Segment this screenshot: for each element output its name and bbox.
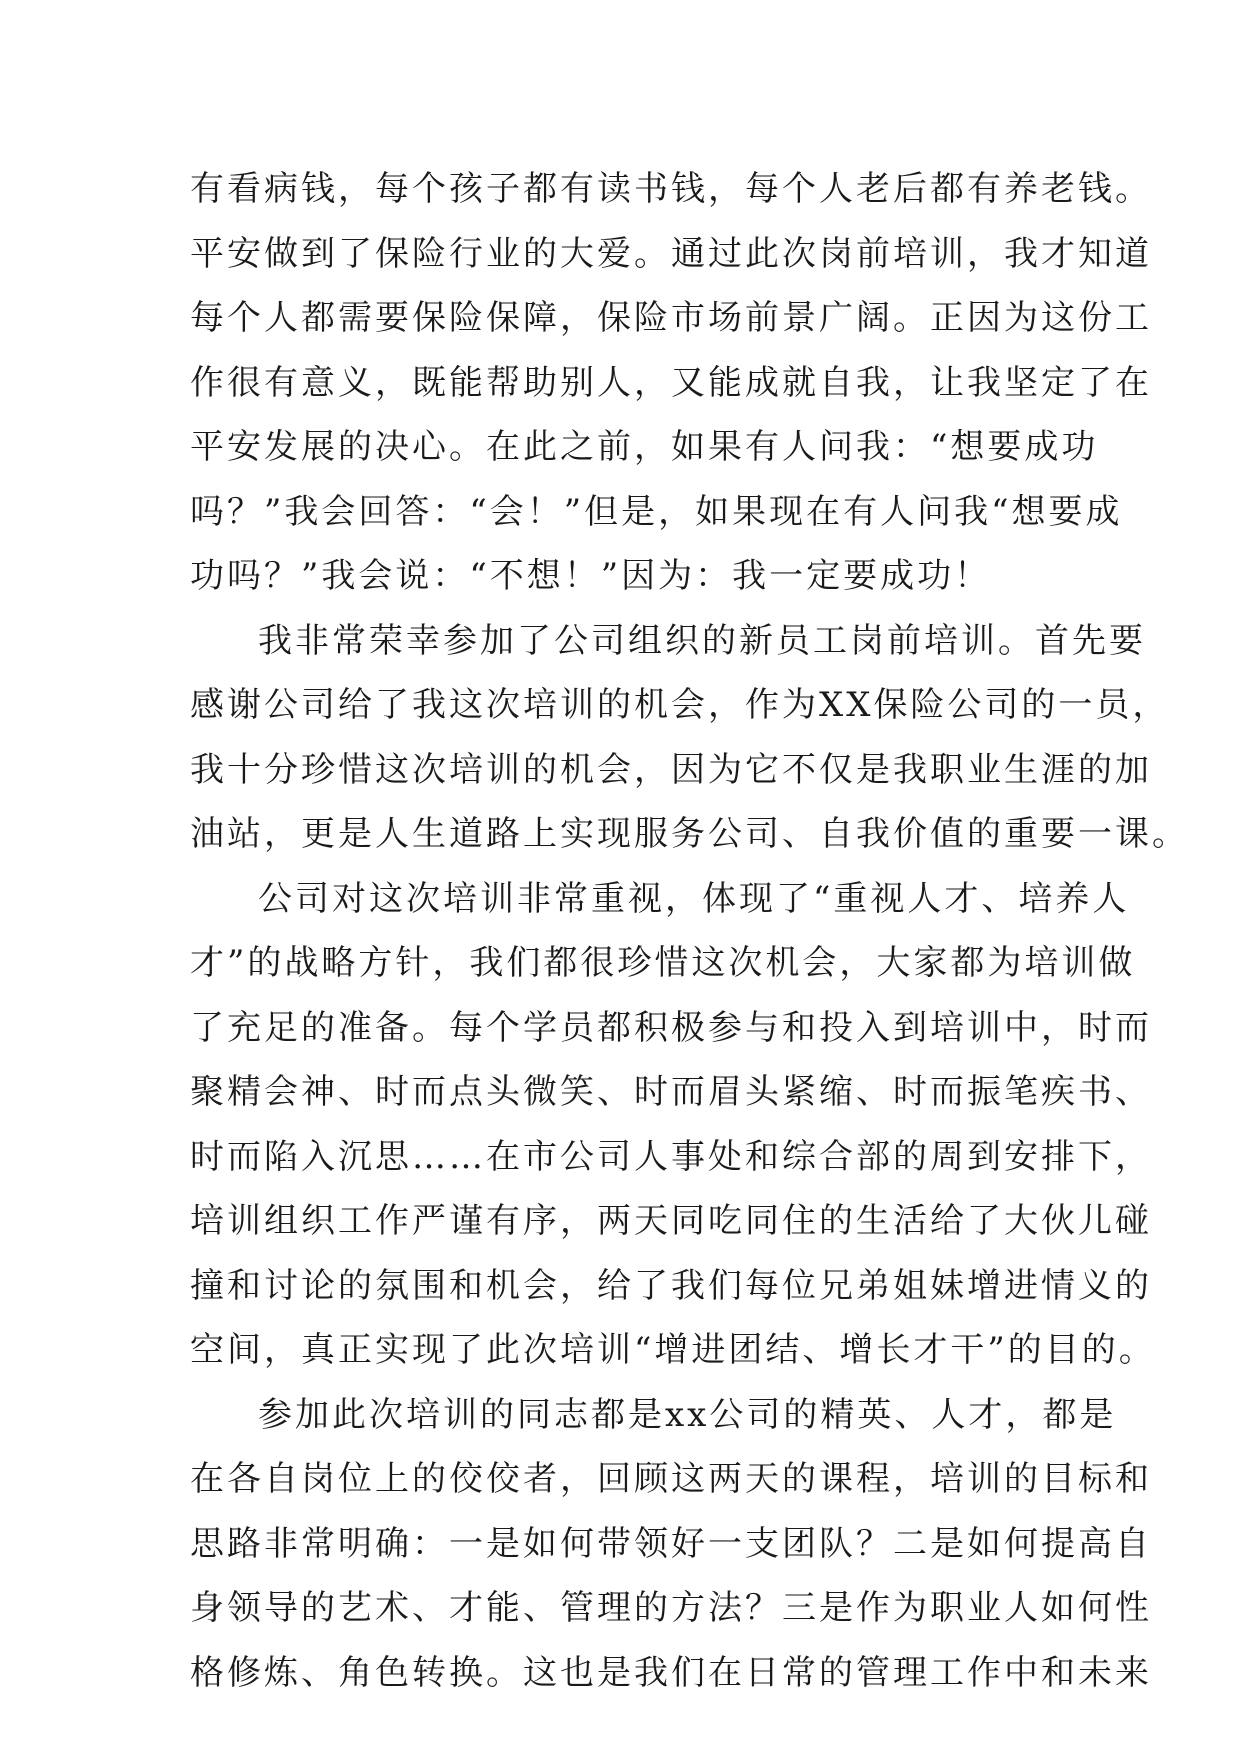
text-line: 格修炼、角色转换。这也是我们在日常的管理工作中和未来 <box>190 1652 1152 1693</box>
document-body <box>190 157 1189 1705</box>
text-line: 时而陷入沉思……在市公司人事处和综合部的周到安排下， <box>190 1136 1152 1177</box>
text-line: 平安做到了保险行业的大爱。通过此次岗前培训，我才知道 <box>190 233 1152 274</box>
text-line: 才”的战略方针，我们都很珍惜这次机会，大家都为培训做 <box>190 943 1136 983</box>
text-line: 参加此次培训的同志都是xx公司的精英、人才，都是 <box>258 1394 1117 1435</box>
text-line: 吗？”我会回答：“会！”但是，如果现在有人问我“想要成 <box>190 491 1123 532</box>
text-line: 培训组织工作严谨有序，两天同吃同住的生活给了大伙儿碰 <box>190 1201 1152 1241</box>
text-line: 油站，更是人生道路上实现服务公司、自我价值的重要一课。 <box>190 814 1189 854</box>
text-line: 我非常荣幸参加了公司组织的新员工岗前培训。首先要 <box>258 620 1146 661</box>
text-line: 每个人都需要保险保障，保险市场前景广阔。正因为这份工 <box>190 298 1152 338</box>
text-line: 身领导的艺术、才能、管理的方法？三是作为职业人如何性 <box>190 1588 1152 1628</box>
text-line: 空间，真正实现了此次培训“增进团结、增长才干”的目的。 <box>190 1330 1156 1370</box>
text-line: 公司对这次培训非常重视，体现了“重视人才、培养人 <box>258 878 1130 919</box>
text-line: 撞和讨论的氛围和机会，给了我们每位兄弟姐妹增进情义的 <box>190 1265 1152 1306</box>
text-line: 感谢公司给了我这次培训的机会，作为XX保险公司的一员， <box>190 685 1170 725</box>
text-line: 功吗？”我会说：“不想！”因为：我一定要成功！ <box>190 556 992 596</box>
text-line: 我十分珍惜这次培训的机会，因为它不仅是我职业生涯的加 <box>190 749 1152 790</box>
text-line: 了充足的准备。每个学员都积极参与和投入到培训中，时而 <box>190 1007 1152 1048</box>
text-line: 聚精会神、时而点头微笑、时而眉头紧缩、时而振笔疾书、 <box>190 1072 1152 1112</box>
text-line: 平安发展的决心。在此之前，如果有人问我：“想要成功 <box>190 427 1099 467</box>
text-line: 有看病钱，每个孩子都有读书钱，每个人老后都有养老钱。 <box>190 169 1152 209</box>
text-line: 作很有意义，既能帮助别人，又能成就自我，让我坚定了在 <box>190 362 1152 403</box>
text-line: 在各自岗位上的佼佼者，回顾这两天的课程，培训的目标和 <box>190 1459 1152 1499</box>
text-line: 思路非常明确：一是如何带领好一支团队？二是如何提高自 <box>190 1523 1152 1564</box>
